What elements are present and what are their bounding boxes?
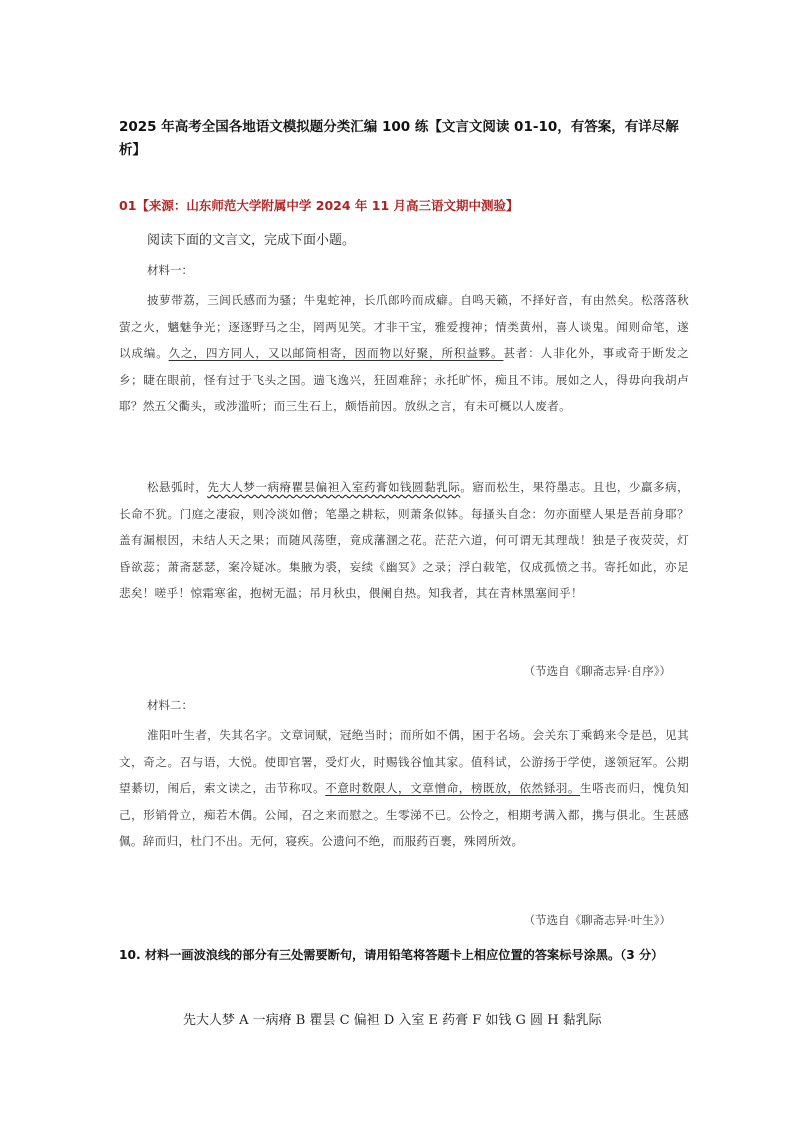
reading-instruction: 阅读下面的文言文，完成下面小题。 bbox=[147, 233, 356, 248]
paragraph-text: 生嗒丧而归，愧负知己，形销骨立，痴若木偶。公闻，召之来而慰之。生零涕不已。公怜之，相期考满入都，携与俱北。生甚感佩。辞而归，杜门不出。无何，寝疾。公遗问不绝，而服药百裹，殊罔所效。 bbox=[119, 781, 689, 848]
document-title: 2025 年高考全国各地语文模拟题分类汇编 100 练【文言文阅读 01-10，有答案，有详尽解析】 bbox=[119, 119, 679, 158]
paragraph-text: 淮阳叶生者，失其名字。文章词赋，冠绝当时；而所如不偶，困于名场。会关东丁乘鹤来令是邑，见其文，奇之。召与语，大悦。使即官署，受灯火，时赐钱谷恤其家。值科试，公游扬于学使，遂领冠军。公期望綦切，闱后，索文读之，击节称叹。 bbox=[119, 728, 689, 795]
question-10: 10. 材料一画波浪线的部分有三处需要断句，请用铅笔将答题卡上相应位置的答案标号涂黑。（3 分） bbox=[119, 948, 664, 962]
material-one-label: 材料一： bbox=[147, 263, 193, 277]
section-title: 01【来源：山东师范大学附属中学 2024 年 11 月高三语文期中测验】 bbox=[119, 198, 519, 213]
material-two-label: 材料二： bbox=[147, 698, 193, 712]
underlined-sentence: 不意时数限人，文章憎命，榜既放，依然铩羽。 bbox=[325, 781, 581, 795]
paragraph-text: 。寤而松生，果符墨志。且也，少羸多病，长命不犹。门庭之凄寂，则冷淡如僧；笔墨之耕耘，则萧条似钵。每搔头自念：勿亦面壁人果是吾前身耶？盖有漏根因，未结人天之果；而随风荡堕，竟成藩溷之花。茫茫六道，何可谓无其理哉！独是子夜荧荧，灯昏欲蕊；萧斋瑟瑟，案冷疑冰。集腋为裘，妄续《幽冥》之录；浮白载笔，仅成孤愤之书。寄托如此，亦足悲矣！嗟乎！惊霜寒雀，抱树无温；吊月秋虫，偎阑自热。知我者，其在青林黑塞间乎！ bbox=[119, 480, 689, 600]
material-one-source: （节选自《聊斋志异·自序》） bbox=[523, 664, 671, 678]
underlined-sentence: 久之，四方同人，又以邮筒相寄，因而物以好聚，所积益夥。 bbox=[168, 346, 504, 360]
material-two-source: （节选自《聊斋志异·叶生》） bbox=[523, 913, 671, 927]
material-one-paragraph-2 bbox=[119, 474, 689, 607]
material-one-paragraph-1 bbox=[119, 287, 689, 420]
paragraph-text: 披萝带荔，三闾氏感而为骚；牛鬼蛇神，长爪郎吟而成癖。自鸣天籁，不择好音，有由然矣。松落落秋萤之火，魑魅争光；逐逐野马之尘，罔两见笑。才非干宝，雅爱搜神；情类黄州，喜人谈鬼。闻则命笔，遂以成编。 bbox=[119, 293, 689, 360]
paragraph-text: 松悬弧时， bbox=[147, 480, 208, 494]
paragraph-text: 甚者：人非化外，事或奇于断发之乡；睫在眼前，怪有过于飞头之国。遄飞逸兴，狂固难辞；永托旷怀，痴且不讳。展如之人，得毋向我胡卢耶？然五父衢头，或涉滥听；而三生石上，颇悟前因。放纵之言，有未可概以人废者。 bbox=[119, 346, 689, 413]
wavy-underlined-sentence: 先大人梦一病瘠瞿昙偏袒入室药膏如钱圆黏乳际 bbox=[207, 480, 461, 494]
answer-options: 先大人梦 A 一病瘠 B 瞿昙 C 偏袒 D 入室 E 药膏 F 如钱 G 圆 H 黏乳际 bbox=[183, 1013, 602, 1028]
material-two-paragraph bbox=[119, 722, 689, 855]
